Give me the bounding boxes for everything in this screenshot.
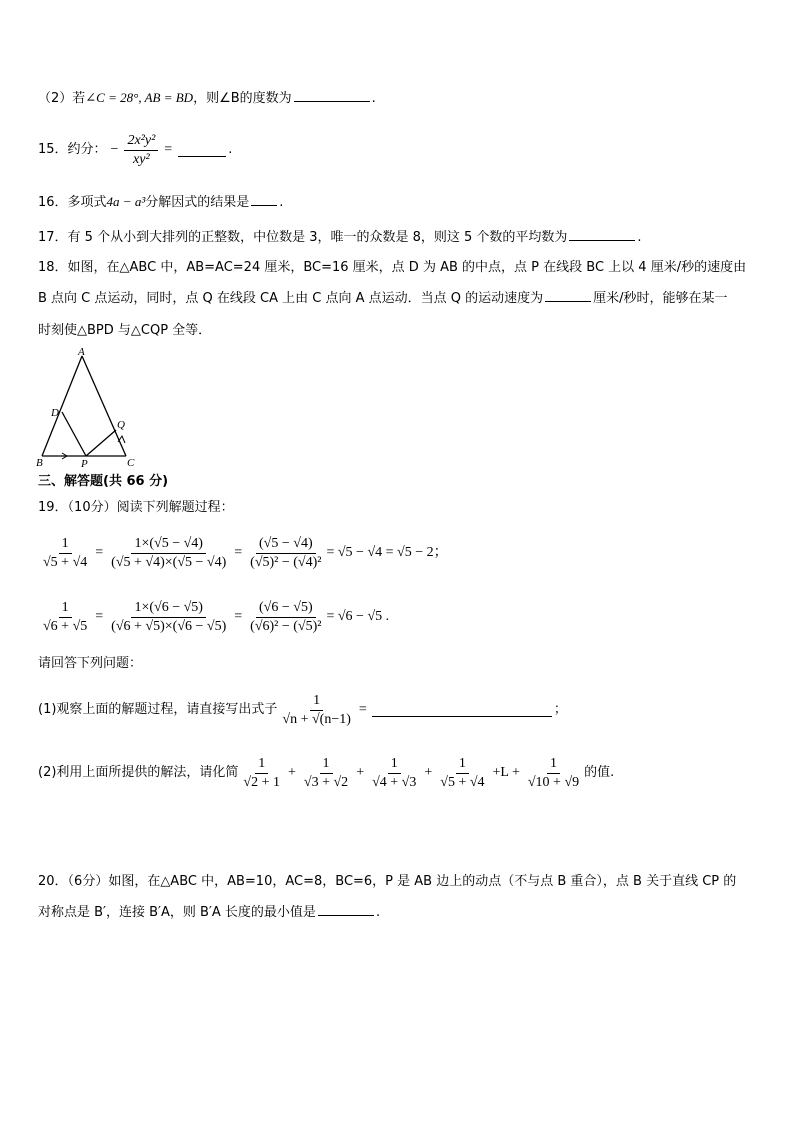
label-c: C <box>127 457 135 469</box>
q16-answer-blank[interactable] <box>251 193 277 206</box>
q20-line1: 20．（6分）如图，在△ABC 中，AB=10，AC=8，BC=6，P 是 AB 边上的动点（不与点 B 重合），点 B 关于直线 CP 的 <box>38 874 737 889</box>
q15-answer-blank[interactable] <box>178 144 226 157</box>
side-ab <box>42 356 82 456</box>
q20-line2: 对称点是 B′，连接 B′A，则 B′A 长度的最小值是 . <box>38 905 381 920</box>
section-title: 三、解答题(共 66 分) <box>38 474 169 489</box>
q15: 15．约分： − $\frac{\text{2x²y²}}{\text{xy²}}$ = . <box>38 132 233 167</box>
q19-equation-1: $\frac{1}{√5 + √4}$ = $\frac{1\times(√5 - √4)}{(√5 + √4)\times(√5 - √4)}$ = $\frac{(√5 - √4)}{\text{(√5)² − (√4)²}}$ = √5 − √4 = √5 − 2； <box>43 535 448 570</box>
q14-answer-blank[interactable] <box>294 89 370 102</box>
q18-triangle-figure <box>30 346 150 470</box>
q18-answer-blank[interactable] <box>545 289 591 302</box>
q18-line2: B 点向 C 点运动，同时，点 Q 在线段 CA 上由 C 点向 A 点运动．当点 Q 的运动速度为 厘米/秒时，能够在某一 <box>38 291 728 306</box>
q15-fraction: $\frac{\text{2x²y²}}{\text{xy²}}$ <box>124 132 158 169</box>
label-d: D <box>51 407 59 419</box>
label-a: A <box>78 346 85 358</box>
q19-part1: (1)观察上面的解题过程，请直接写出式子 $\frac{1}{√n + √(n-1)}$ = ； <box>38 692 567 727</box>
q15-label: 15．约分： <box>38 142 107 157</box>
label-q: Q <box>117 419 125 431</box>
label-b: B <box>36 457 43 469</box>
q19-part1-answer-blank[interactable] <box>372 704 552 717</box>
q17: 17．有 5 个从小到大排列的正整数，中位数是 3，唯一的众数是 8，则这 5 个数的平均数为 . <box>38 230 642 245</box>
q16-math: 4a − a³ <box>106 194 146 209</box>
q14-math: ∠C = 28°, AB = BD <box>85 90 194 105</box>
q14-prefix: （2）若 <box>38 91 86 106</box>
q17-answer-blank[interactable] <box>569 228 635 241</box>
q20-answer-blank[interactable] <box>318 903 374 916</box>
q14-part2: （2）若∠C = 28°, AB = BD，则∠B的度数为 . <box>38 90 376 106</box>
q18-line3: 时刻使△BPD 与△CQP 全等． <box>38 323 212 338</box>
segment-pq <box>86 430 116 456</box>
label-p: P <box>81 458 88 470</box>
q19-intro: 19．（10分）阅读下列解题过程： <box>38 500 234 515</box>
q19-equation-2: $\frac{1}{√6 + √5}$ = $\frac{1\times(√6 - √5)}{(√6 + √5)\times(√6 - √5)}$ = $\frac{(√6 - √5)}{\text{(√6)² − (√5)²}}$ = √6 − √5 . <box>43 599 390 634</box>
q18-line1: 18．如图，在△ABC 中，AB=AC=24 厘米，BC=16 厘米，点 D 为 AB 的中点，点 P 在线段 BC 上以 4 厘米/秒的速度由 <box>38 260 747 275</box>
q19-part2: (2)利用上面所提供的解法，请化简 $\frac{1}{√2 + 1}$ + $\frac{1}{√3 + √2}$ + $\frac{1}{√4 + √3}$ + $\frac{1}{√5 + √4}$ +L + $\frac{1}{√10 + √9}$ 的值. <box>38 755 615 790</box>
q19-prompt: 请回答下列问题： <box>38 656 143 671</box>
q14-mid: ，则∠B的度数为 <box>193 91 292 106</box>
segment-dp <box>62 412 86 456</box>
q16: 16．多项式4a − a³分解因式的结果是 . <box>38 194 284 210</box>
